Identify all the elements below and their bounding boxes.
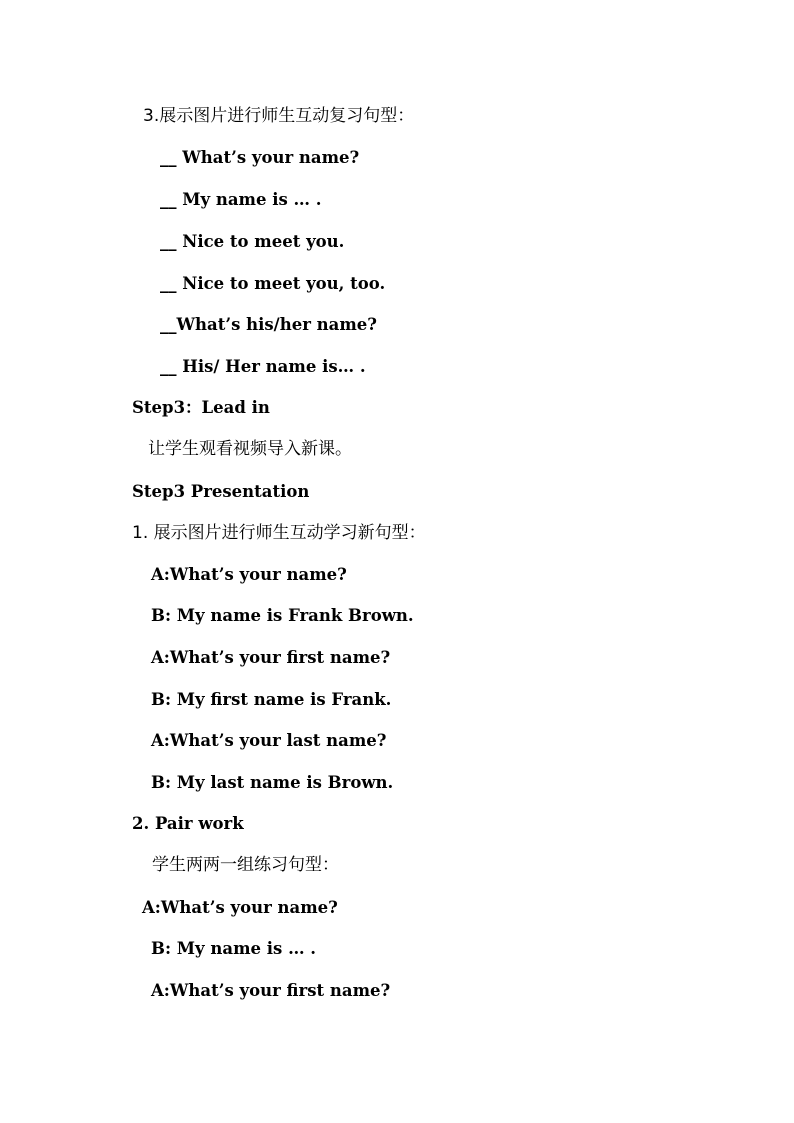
step-heading-lead-in: Step3：Lead in xyxy=(132,398,270,417)
review-line-6: __ His/ Her name is… . xyxy=(160,357,366,376)
lead-in-text: 让学生观看视频导入新课。 xyxy=(148,439,352,459)
pair-work-instruction: 学生两两一组练习句型： xyxy=(152,855,339,875)
dialogue-line-6: B: My last name is Brown. xyxy=(151,773,394,792)
review-line-1: __ What’s your name? xyxy=(160,148,360,167)
dialogue-line-1: A:What’s your name? xyxy=(151,565,347,584)
review-line-2: __ My name is … . xyxy=(160,190,322,209)
pair-work-heading: 2. Pair work xyxy=(132,814,244,833)
step-heading-presentation: Step3 Presentation xyxy=(132,482,310,501)
dialogue-line-3: A:What’s your first name? xyxy=(151,648,391,667)
review-line-5: __What’s his/her name? xyxy=(160,315,377,334)
section-heading-review: 3.展示图片进行师生互动复习句型： xyxy=(143,106,415,126)
review-line-3: __ Nice to meet you. xyxy=(160,232,345,251)
dialogue-line-4: B: My first name is Frank. xyxy=(151,690,392,709)
review-line-4: __ Nice to meet you, too. xyxy=(160,274,386,293)
dialogue-line-5: A:What’s your last name? xyxy=(151,731,387,750)
pair-dialogue-line-1: A:What’s your name? xyxy=(142,898,338,917)
presentation-item-1-heading: 1. 展示图片进行师生互动学习新句型： xyxy=(132,523,426,543)
dialogue-line-2: B: My name is Frank Brown. xyxy=(151,606,414,625)
pair-dialogue-line-2: B: My name is … . xyxy=(151,939,317,958)
pair-dialogue-line-3: A:What’s your first name? xyxy=(151,981,391,1000)
